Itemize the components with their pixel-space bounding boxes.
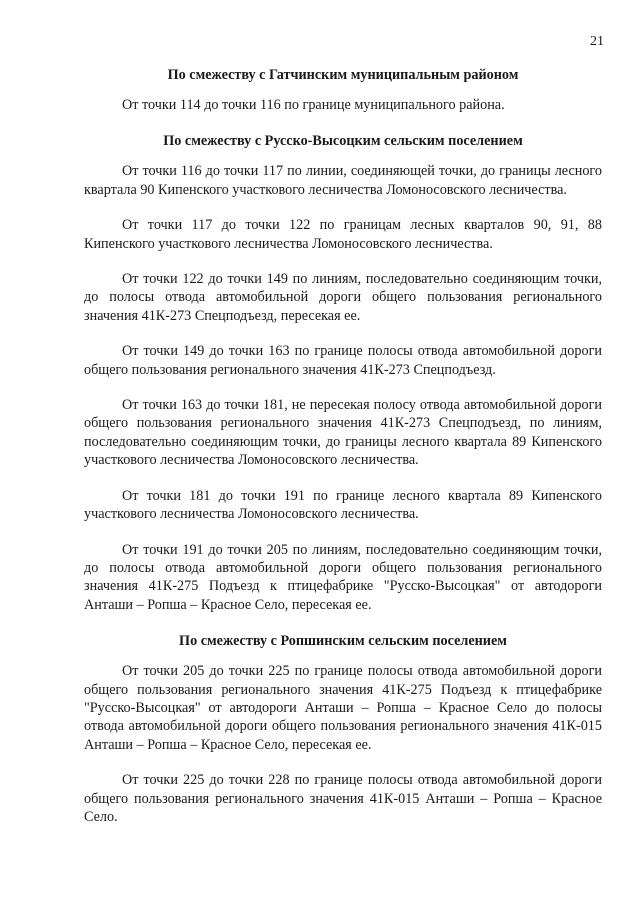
paragraph: От точки 116 до точки 117 по линии, соединяющей точки, до границы лесного квартала 90 Кипенского участкового лесничества Ломоносовского лесничества. — [84, 163, 602, 198]
section-heading: По смежеству с Ропшинским сельским поселением — [179, 633, 507, 650]
paragraph: От точки 163 до точки 181, не пересекая полосу отвода автомобильной дороги общего пользования регионального значения 41К-273 Спецподъезд, по линиям, последовательно соединяющим точки, до границы лесного квартала 89 Кипенского участкового лесничества Ломоносовского лесничества. — [84, 397, 602, 469]
section-heading: По смежеству с Русско-Высоцким сельским поселением — [163, 133, 523, 150]
paragraph: От точки 122 до точки 149 по линиям, последовательно соединяющим точки, до полосы отвода автомобильной дороги общего пользования регионального значения 41К-273 Спецподъезд, пересекая ее. — [84, 271, 602, 324]
paragraph: От точки 191 до точки 205 по линиям, последовательно соединяющим точки, до полосы отвода автомобильной дороги общего пользования регионального значения 41К-275 Подъезд к птицефабрике "Русско-Высоцкая" от автодороги Анташи – Ропша – Красное Село, пересекая ее. — [84, 541, 602, 613]
paragraph: От точки 205 до точки 225 по границе полосы отвода автомобильной дороги общего пользования регионального значения 41К-275 Подъезд к птицефабрике "Русско-Высоцкая" от автодороги Анташи – Ропша – Красное Село до полосы отвода автомобильной дороги общего пользования регионального значения 41К-015 Анташи – Ропша – Красное Село, пересекая ее. — [84, 663, 602, 753]
paragraph: От точки 149 до точки 163 по границе полосы отвода автомобильной дороги общего пользования регионального значения 41К-273 Спецподъезд. — [84, 343, 602, 378]
paragraph: От точки 114 до точки 116 по границе муниципального района. — [122, 97, 505, 113]
document-body — [84, 66, 602, 826]
paragraph: От точки 117 до точки 122 по границам лесных кварталов 90, 91, 88 Кипенского участкового лесничества Ломоносовского лесничества. — [84, 217, 602, 252]
section-heading: По смежеству с Гатчинским муниципальным районом — [167, 67, 519, 83]
page-number: 21 — [590, 34, 604, 49]
paragraph: От точки 181 до точки 191 по границе лесного квартала 89 Кипенского участкового лесничества Ломоносовского лесничества. — [84, 487, 602, 523]
paragraph: От точки 225 до точки 228 по границе полосы отвода автомобильной дороги общего пользования регионального значения 41К-015 Анташи – Ропша – Красное Село. — [84, 772, 602, 825]
